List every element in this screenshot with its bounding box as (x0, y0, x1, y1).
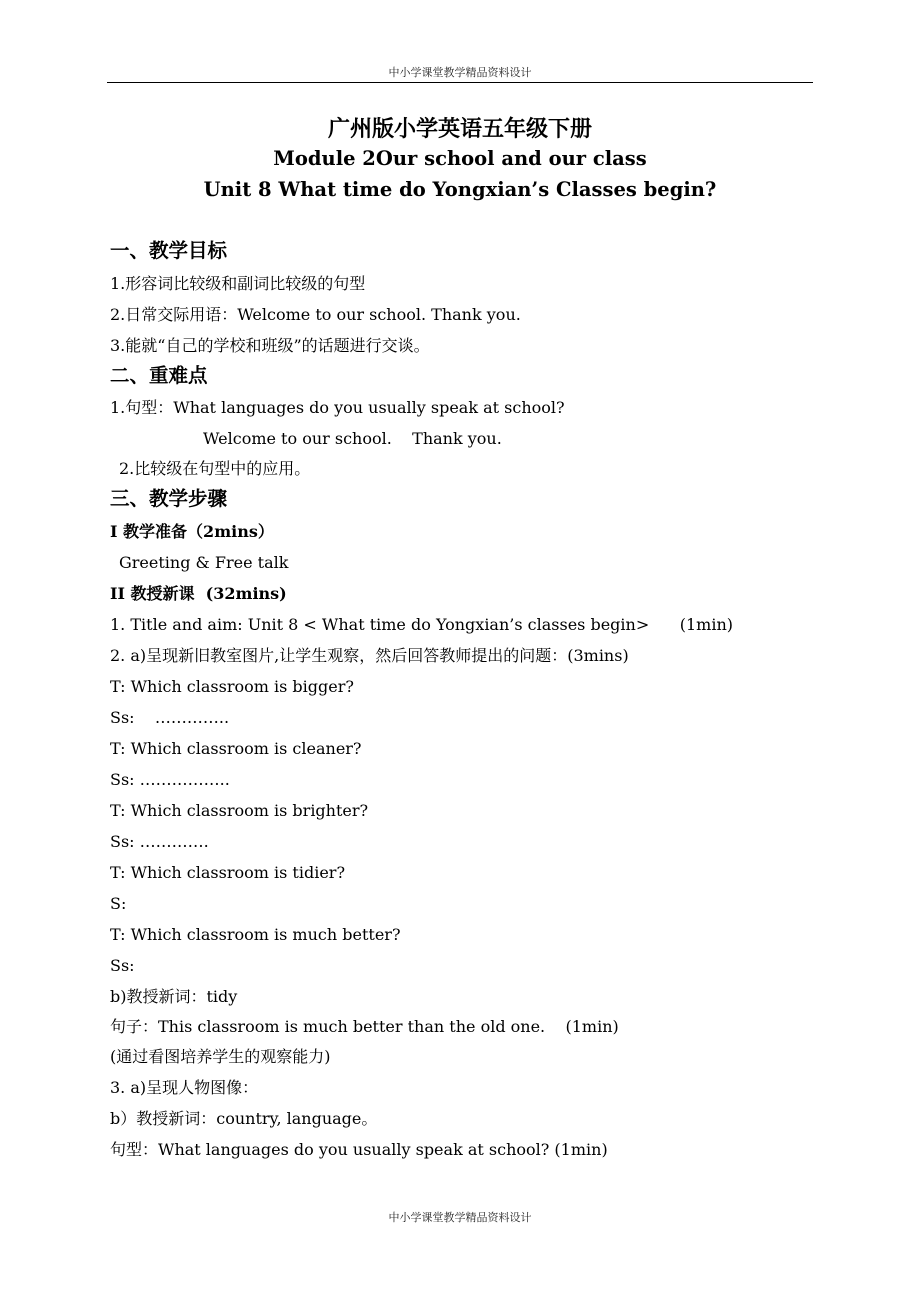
section-heading-objectives: 一、教学目标 (110, 239, 228, 262)
lesson-line: (通过看图培养学生的观察能力) (110, 1047, 331, 1066)
section-heading-key-points: 二、重难点 (110, 364, 208, 387)
document-title: 广州版小学英语五年级下册 (327, 116, 592, 142)
page-footer: 中小学课堂教学精品资料设计 (388, 1211, 532, 1224)
dialogue-line: Ss: ………….. (110, 708, 230, 727)
objective-item: 2.日常交际用语：Welcome to our school. Thank you. (110, 305, 521, 324)
dialogue-line: T: Which classroom is much better? (110, 925, 401, 944)
lesson-line: 1. Title and aim: Unit 8 < What time do Yongxian’s classes begin> (1min) (110, 615, 734, 634)
objective-item: 3.能就“自己的学校和班级”的话题进行交谈。 (110, 336, 430, 355)
dialogue-line: Ss: …………. (110, 832, 209, 851)
unit-title: Unit 8 What time do Yongxian’s Classes begin? (203, 178, 717, 201)
step-title-new-lesson: II 教授新课 (32mins) (110, 584, 287, 603)
lesson-line: b）教授新词：country, language。 (110, 1109, 378, 1128)
dialogue-line: T: Which classroom is brighter? (110, 801, 369, 820)
dialogue-line: T: Which classroom is tidier? (110, 863, 346, 882)
objective-item: 1.形容词比较级和副词比较级的句型 (110, 274, 366, 293)
dialogue-line: S: (110, 894, 127, 913)
key-point-item: 1.句型：What languages do you usually speak at school? (110, 398, 565, 417)
key-point-item: 2.比较级在句型中的应用。 (119, 459, 311, 478)
step-title-preparation: I 教学准备（2mins） (110, 522, 274, 541)
lesson-line: b)教授新词：tidy (110, 987, 238, 1006)
dialogue-line: Ss: (110, 956, 135, 975)
step-content: Greeting & Free talk (119, 553, 289, 572)
header-divider (107, 82, 813, 83)
module-title: Module 2Our school and our class (273, 147, 647, 170)
lesson-line: 句子：This classroom is much better than the old one. (1min) (110, 1017, 619, 1036)
page-header: 中小学课堂教学精品资料设计 (388, 66, 532, 79)
dialogue-line: Ss: …………….. (110, 770, 230, 789)
dialogue-line: T: Which classroom is bigger? (110, 677, 354, 696)
dialogue-line: T: Which classroom is cleaner? (110, 739, 362, 758)
lesson-line: 句型：What languages do you usually speak at school? (1min) (110, 1140, 608, 1159)
section-heading-steps: 三、教学步骤 (110, 487, 228, 510)
lesson-line: 2. a)呈现新旧教室图片,让学生观察，然后回答教师提出的问题：(3mins) (110, 646, 629, 665)
key-point-item: Welcome to our school. Thank you. (203, 429, 502, 448)
lesson-line: 3. a)呈现人物图像： (110, 1078, 259, 1097)
